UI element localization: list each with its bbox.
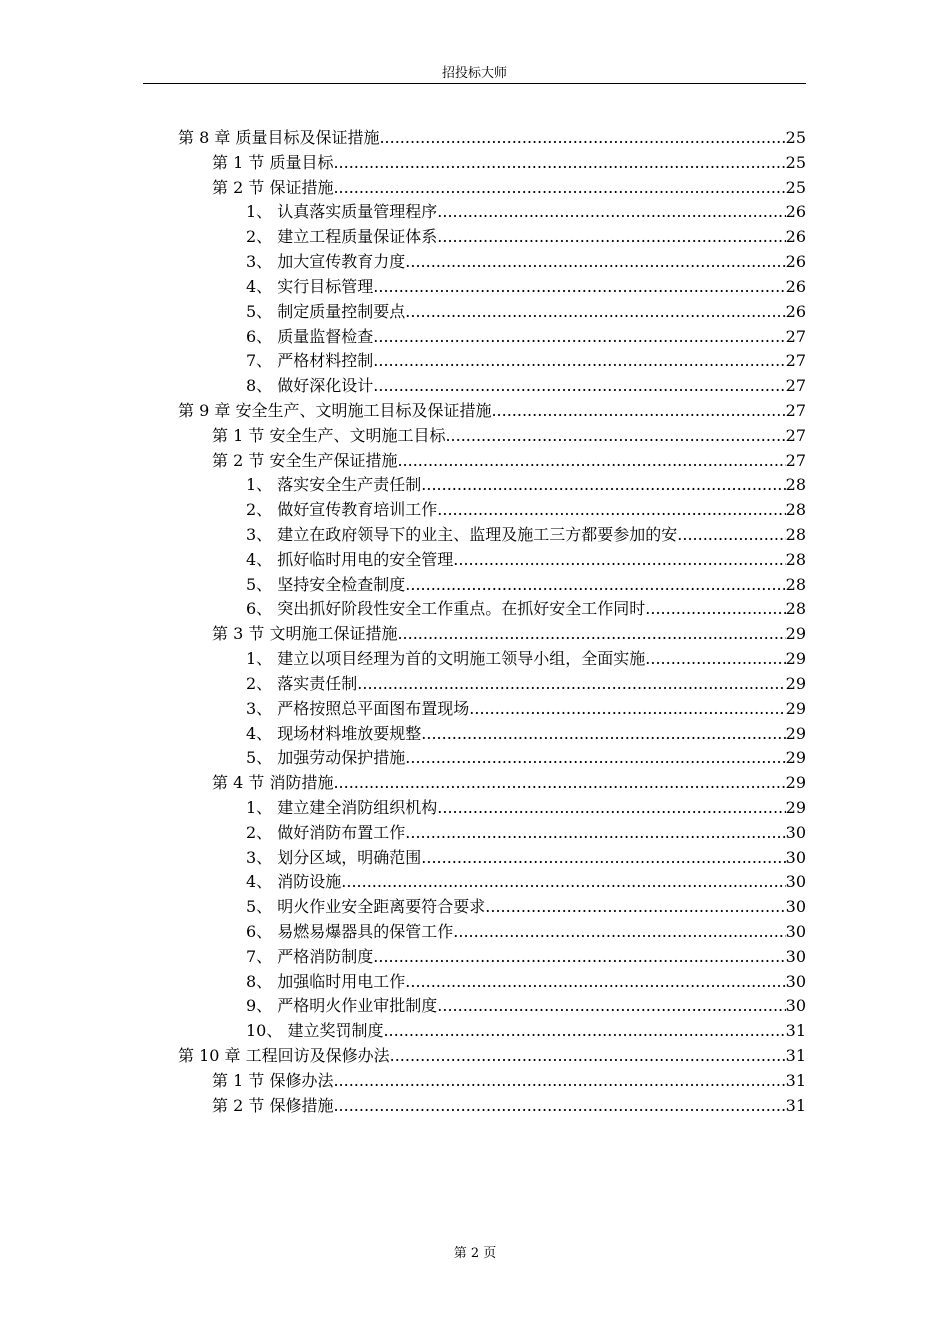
toc-entry-label: 第 2 节 保修措施 [212,1095,334,1115]
toc-entry[interactable] [246,300,806,325]
toc-entry-page-number: 31 [785,1021,806,1041]
toc-entry[interactable] [246,498,806,523]
toc-entry-label: 2、 建立工程质量保证体系 [246,227,438,247]
toc-entry-page-number: 28 [785,525,806,544]
toc-entry-page-number: 26 [785,227,806,247]
toc-entry-label: 3、 加大宣传教育力度 [246,252,406,272]
toc-entry[interactable] [246,573,806,598]
toc-entry-label: 第 3 节 文明施工保证措施 [212,624,398,644]
toc-entry-label: 4、 抓好临时用电的安全管理 [246,549,454,569]
toc-entry-label: 5、 明火作业安全距离要符合要求 [246,897,486,917]
toc-entry-label: 9、 严格明火作业审批制度 [246,996,438,1016]
toc-entry-label: 第 2 节 安全生产保证措施 [212,450,398,470]
toc-dot-leader [421,722,785,746]
toc-entry[interactable] [246,1019,806,1044]
toc-entry-label: 第 2 节 保证措施 [212,177,334,197]
toc-entry[interactable] [246,895,806,920]
toc-entry-label: 3、 划分区域，明确范围 [246,847,422,867]
toc-entry-label: 1、 建立以项目经理为首的文明施工领导小组，全面实施 [246,649,646,669]
toc-entry-page-number: 30 [785,872,806,892]
toc-entry-page-number: 26 [785,276,806,296]
toc-entry-label: 7、 严格消防制度 [246,946,374,966]
toc-entry-page-number: 27 [785,425,806,445]
toc-dot-leader [383,1019,785,1043]
toc-dot-leader [437,498,785,522]
toc-entry[interactable] [212,449,806,474]
toc-entry-label: 1、 落实安全生产责任制 [246,475,422,495]
toc-dot-leader [357,672,785,696]
toc-dot-leader [405,746,785,770]
toc-entry-page-number: 26 [785,202,806,222]
table-of-contents [0,126,950,1119]
toc-entry[interactable] [246,920,806,945]
toc-entry[interactable] [246,994,806,1019]
toc-dot-leader [437,225,785,249]
toc-entry-page-number: 31 [785,1046,806,1066]
toc-entry-label: 10、 建立奖罚制度 [246,1021,384,1041]
toc-entry[interactable] [212,176,806,201]
toc-entry-page-number: 26 [785,301,806,321]
toc-dot-leader [437,200,785,224]
toc-entry[interactable] [212,771,806,796]
toc-entry-page-number: 30 [785,847,806,867]
toc-entry-label: 第 1 节 保修办法 [212,1070,334,1090]
toc-entry[interactable] [246,647,806,672]
toc-entry-page-number: 28 [785,574,806,594]
toc-entry[interactable] [246,548,806,573]
toc-dot-leader [373,349,785,373]
toc-dot-leader [645,597,785,621]
toc-entry-page-number: 25 [785,152,806,172]
toc-dot-leader [397,449,785,473]
toc-dot-leader [373,325,785,349]
toc-entry[interactable] [246,870,806,895]
toc-entry-page-number: 27 [785,450,806,470]
toc-entry-label: 8、 加强临时用电工作 [246,971,406,991]
toc-entry-label: 6、 质量监督检查 [246,326,374,346]
toc-entry-label: 4、 实行目标管理 [246,276,374,296]
toc-dot-leader [373,945,785,969]
toc-entry-page-number: 25 [785,128,806,147]
toc-dot-leader [677,523,785,547]
toc-entry-page-number: 27 [785,400,806,420]
toc-dot-leader [437,994,785,1018]
toc-entry-label: 4、 消防设施 [246,872,342,892]
toc-entry-page-number: 29 [785,797,806,817]
toc-entry-page-number: 29 [785,773,806,793]
toc-entry[interactable] [246,325,806,350]
toc-entry-label: 1、 认真落实质量管理程序 [246,202,438,222]
toc-dot-leader [333,1069,785,1093]
toc-dot-leader [453,548,785,572]
toc-entry[interactable] [246,672,806,697]
toc-dot-leader [405,821,785,845]
toc-entry[interactable] [246,275,806,300]
toc-dot-leader [341,870,785,894]
toc-entry-page-number: 26 [785,252,806,272]
toc-entry[interactable] [212,1094,806,1119]
toc-entry-label: 第 8 章 质量目标及保证措施 [178,128,380,147]
toc-dot-leader [333,771,785,795]
toc-dot-leader [379,126,785,150]
toc-entry[interactable] [246,200,806,225]
toc-entry[interactable] [246,846,806,871]
toc-dot-leader [645,647,785,671]
toc-dot-leader [491,399,785,423]
toc-entry-page-number: 29 [785,624,806,644]
toc-entry-label: 第 1 节 质量目标 [212,152,334,172]
toc-dot-leader [397,622,785,646]
toc-entry-label: 2、 做好消防布置工作 [246,822,406,842]
toc-dot-leader [333,151,785,175]
toc-entry-label: 第 4 节 消防措施 [212,773,334,793]
toc-entry[interactable] [246,722,806,747]
toc-entry-page-number: 27 [785,326,806,346]
toc-entry[interactable] [212,151,806,176]
toc-entry-label: 5、 制定质量控制要点 [246,301,406,321]
toc-entry-label: 第 9 章 安全生产、文明施工目标及保证措施 [178,400,492,420]
toc-entry-page-number: 28 [785,475,806,495]
toc-entry-page-number: 25 [785,177,806,197]
toc-entry-page-number: 30 [785,996,806,1016]
toc-entry-page-number: 30 [785,822,806,842]
toc-entry-label: 6、 易燃易爆器具的保管工作 [246,922,454,941]
toc-entry[interactable] [246,225,806,250]
page-number: 第 2 页 [453,1246,497,1261]
toc-entry[interactable] [178,399,806,424]
toc-entry-page-number: 31 [785,1095,806,1115]
toc-dot-leader [453,920,785,944]
toc-dot-leader [485,895,785,919]
toc-entry[interactable] [246,945,806,970]
toc-entry[interactable] [246,523,806,548]
toc-entry-page-number: 30 [785,922,806,941]
toc-dot-leader [421,846,785,870]
toc-entry[interactable] [246,821,806,846]
toc-entry-label: 8、 做好深化设计 [246,376,374,396]
toc-entry-page-number: 29 [785,723,806,743]
toc-entry-label: 1、 建立建全消防组织机构 [246,797,438,817]
toc-entry-page-number: 29 [785,748,806,768]
toc-entry-label: 3、 严格按照总平面图布置现场 [246,698,470,718]
toc-entry-page-number: 30 [785,971,806,991]
toc-entry[interactable] [178,126,806,151]
toc-entry-page-number: 29 [785,698,806,718]
toc-entry-label: 5、 坚持安全检查制度 [246,574,406,594]
toc-dot-leader [373,374,785,398]
toc-dot-leader [437,796,785,820]
toc-entry[interactable] [246,796,806,821]
toc-entry[interactable] [246,746,806,771]
toc-entry[interactable] [246,970,806,995]
toc-entry-page-number: 28 [785,549,806,569]
toc-entry[interactable] [212,1069,806,1094]
toc-entry-label: 7、 严格材料控制 [246,351,374,371]
page-header: 招投标大师 [441,66,507,81]
toc-dot-leader [405,300,785,324]
toc-entry-page-number: 30 [785,897,806,917]
toc-dot-leader [405,573,785,597]
toc-dot-leader [405,250,785,274]
toc-dot-leader [421,473,785,497]
toc-entry-page-number: 27 [785,376,806,396]
toc-entry[interactable] [246,349,806,374]
toc-entry-label: 3、 建立在政府领导下的业主、监理及施工三方都要参加的安 [246,525,678,544]
toc-entry-label: 2、 做好宣传教育培训工作 [246,500,438,520]
toc-entry[interactable] [246,597,806,622]
toc-entry-page-number: 27 [785,351,806,371]
toc-dot-leader [390,1044,786,1068]
toc-dot-leader [445,424,785,448]
header-divider [143,83,806,84]
toc-entry-label: 2、 落实责任制 [246,673,358,693]
toc-dot-leader [373,275,785,299]
toc-entry[interactable] [246,374,806,399]
toc-entry[interactable] [212,622,806,647]
toc-entry-label: 4、 现场材料堆放要规整 [246,723,422,743]
toc-entry-label: 第 10 章 工程回访及保修办法 [178,1046,390,1066]
toc-entry-page-number: 28 [785,599,806,619]
toc-entry-page-number: 29 [785,673,806,693]
toc-dot-leader [405,970,785,994]
toc-dot-leader [469,697,785,721]
toc-entry-page-number: 30 [785,946,806,966]
toc-entry-label: 第 1 节 安全生产、文明施工目标 [212,425,446,445]
toc-entry[interactable] [246,250,806,275]
toc-entry[interactable] [178,1044,806,1069]
toc-entry-page-number: 28 [785,500,806,520]
toc-entry-page-number: 29 [785,649,806,669]
toc-entry-label: 6、 突出抓好阶段性安全工作重点。在抓好安全工作同时 [246,599,646,619]
toc-dot-leader [333,1094,785,1118]
toc-entry[interactable] [246,697,806,722]
toc-entry[interactable] [246,473,806,498]
toc-dot-leader [333,176,785,200]
toc-entry-page-number: 31 [785,1070,806,1090]
toc-entry-label: 5、 加强劳动保护措施 [246,748,406,768]
toc-entry[interactable] [212,424,806,449]
